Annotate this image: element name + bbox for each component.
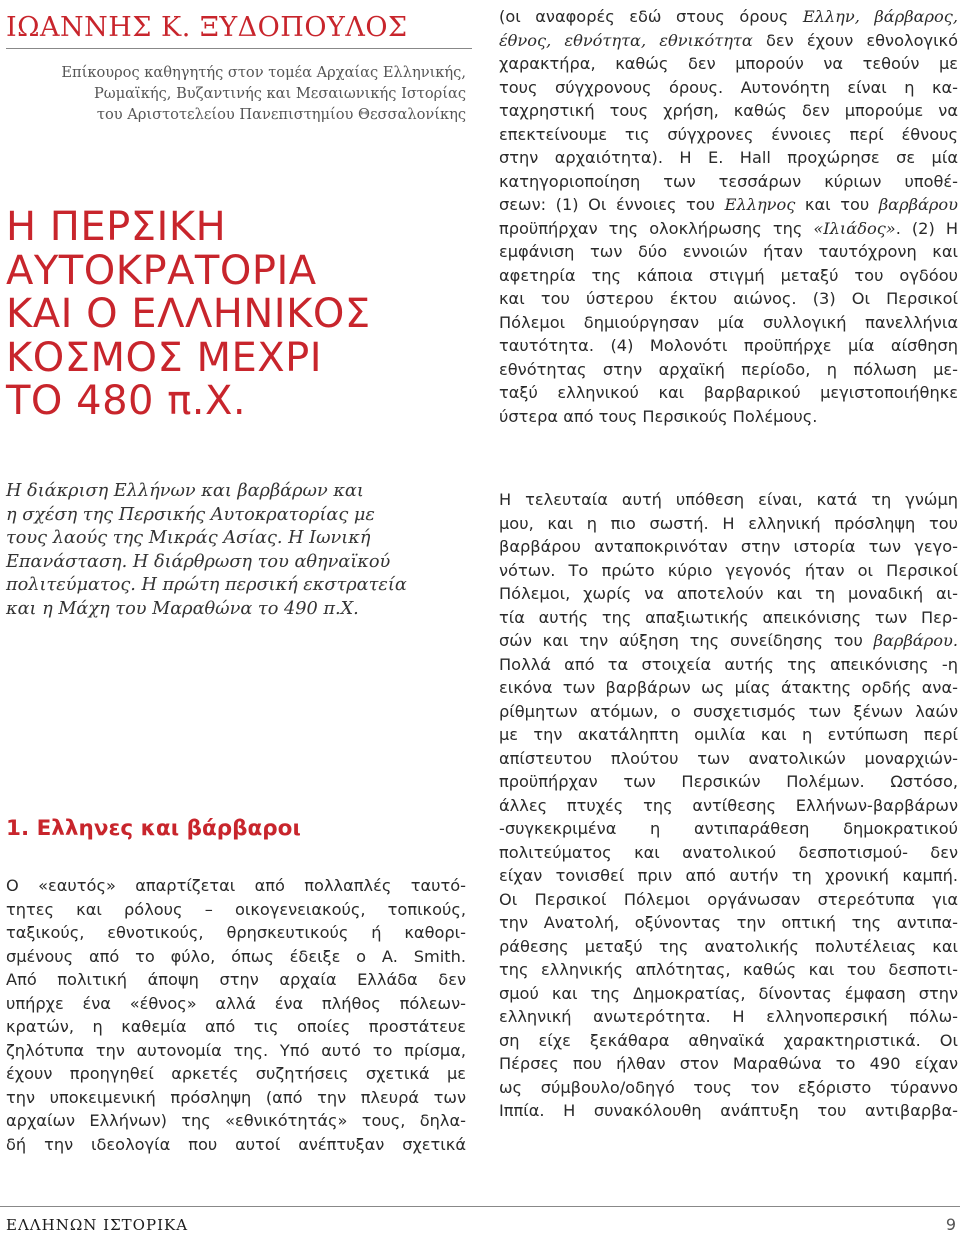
text-line: με την ακατάληπτη ομιλία και η εντύπωση περί [499,725,958,744]
text-line: Πολλά από τα στοιχεία αυτής της απεικόνισης -η [499,654,958,674]
text-line: βαρβάρου ανταποκρινόταν στην ιστορία των γεγο- [499,537,958,556]
page-number: 9 [945,1215,956,1234]
text-line: νότων. Το πρώτο κύριο γεγονός ήταν οι Περσικοί [499,560,958,580]
text-line: κατηγοριοποίηση των τεσσάρων κύριων υποθέ- [499,171,958,191]
text-line: ταυτότητα. (4) Μολονότι προϋπήρχε μία αίσθηση [499,336,958,355]
text-line: Ο «εαυτός» απαρτίζεται από πολλαπλές ταυτό- [6,876,466,895]
text-line: της ελληνικής απλότητας, καθώς και του δεσποτι- [499,960,958,979]
text-line: σμένους από το φύλο, όπως έδειξε ο A. Smith. [6,946,466,966]
article-title [6,206,371,424]
subtitle-line: πολιτεύματος. Η πρώτη περσική εκστρατεία [6,575,407,596]
subtitle-line: Επανάσταση. Η διάρθρωση του αθηναϊκού [6,551,391,572]
text-line: απίστευτου πλούτου των ανατολικών μοναρχιών- [499,748,958,768]
text-line: αρχαίων Ελλήνων) της «εθνικότητάς» τους, δηλα- [6,1111,466,1130]
footer-divider [0,1206,960,1207]
text-line: Από πολιτική άποψη στην αρχαία Ελλάδα δεν [6,970,466,989]
text-line: την υποκειμενική πρόσληψη (από την πλευρά των [6,1087,466,1107]
right-paragraph-1 [499,5,958,428]
text-line: κρατών, η καθεμία από τις οποίες προστάτευε [6,1017,466,1036]
subtitle-line: Η διάκριση Ελλήνων και βαρβάρων και [6,481,364,501]
text-line: Πόλεμοι δημιούργησαν μία συλλογική πανελλήνια [499,312,958,332]
left-body-text [6,874,466,1156]
text-line: δή την ιδεολογία που αυτοί ανέπτυξαν σχετικά [6,1134,466,1154]
section-heading: 1. Ελληνες και βάρβαροι [6,816,301,841]
text-line: τία αυτής της απαξιωτικής απεικόνισης των Περ- [499,607,958,627]
text-line: αφετηρία της κάποια στιγμή μεταξύ του ογδόου [499,265,958,285]
title-line: Η ΠΕΡΣΙΚΗ [6,204,227,250]
text-line: προϋπήρχαν των Περσικών Πολέμων. Ωστόσο, [499,772,958,791]
text-line: μου, και η πιο σωστή. Η ελληνική πρόσληψη του [499,513,958,533]
text-line: ζηλότυπα την αυτονομία της. Υπό αυτό το πρίσμα, [6,1040,466,1060]
text-line: τους σύγχρονους όρους. Αυτονόητη είναι η κα- [499,77,958,97]
text-line: εμφάνιση των δύο εννοιών ήταν ταυτόχρονη και [499,242,958,261]
text-line: (οι αναφορές εδώ στους όρους Ελλην, βάρβαρος, [499,7,958,26]
text-line: άλλες πτυχές της αντίθεσης Ελλήνων-βαρβάρων [499,795,958,815]
text-line: ως σύμβουλο/οδηγό τους τον εξόριστο τύραννο [499,1077,958,1097]
affiliation-line: Ρωμαϊκής, Βυζαντινής και Μεσαιωνικής Ιστορίας [93,85,466,102]
article-subtitle [6,480,466,622]
title-line: ΤΟ 480 π.Χ. [6,378,247,424]
title-line: ΚΟΣΜΟΣ ΜΕΧΡΙ [6,334,323,381]
text-line: χαρακτήρα, καθώς δεν μπορούν να τεθούν με [499,54,958,73]
title-line: ΚΑΙ Ο ΕΛΛΗΝΙΚΟΣ [6,291,371,337]
text-line: ελληνική ανωτερότητα. Η ελληνοπερσική πόλω- [499,1007,958,1026]
text-line: και του ύστερου έκτου αιώνος. (3) Οι Περσικοί [499,289,958,308]
text-line: την Ανατολή, οξύνοντας την οπτική της αντιπα- [499,913,958,932]
right-paragraph-2 [499,488,958,1123]
text-line: Ιππία. Η συνακόλουθη ανάπτυξη του αντιβαρβα- [499,1101,958,1120]
author-affiliation [6,62,466,125]
text-line: ταχρηστική τους χρήση, καθώς δεν μπορούμε να [499,101,958,120]
text-line: προϋπήρχαν της ολοκλήρωσης της «Ιλιάδος». (2) Η [499,218,958,238]
text-line: εικόνα των βαρβάρων ως μίας άτακτης ορδής ανα- [499,678,958,697]
text-line: ταξύ ελληνικού και βαρβαρικού μεγιστοποιήθηκε [499,383,958,402]
text-line: επεκτείνουμε τις σύγχρονες έννοιες περί έθνους [499,124,958,144]
text-line: Πόλεμοι, χωρίς να αποτελούν και τη μοναδική αι- [499,584,958,603]
text-line: ση είχε ξεκάθαρα αθηναϊκά χαρακτηριστικά. Οι [499,1030,958,1050]
publication-name: ΕΛΛΗΝΩΝ ΙΣΤΟΡΙΚΑ [6,1216,189,1234]
subtitle-line: τους λαούς της Μικράς Ασίας. Η Ιωνική [6,528,371,549]
text-line: σών και την αύξηση της συνείδησης του βαρβάρου. [499,631,958,650]
text-line: έθνος, εθνότητα, εθνικότητα δεν έχουν εθνολογικό [499,30,958,50]
text-line: ταξικούς, εθνοτικούς, θρησκευτικούς ή καθορι- [6,923,466,942]
text-line: έχουν προηγηθεί αρκετές συζητήσεις σχετικά με [6,1064,466,1083]
text-line: ρίθμητων ατόμων, ο συσχετισμός των ξένων λαών [499,701,958,721]
text-line: εθνότητας στην αρχαϊκή περίοδο, η πόλωση με- [499,359,958,379]
text-line: σμού και της Δημοκρατίας, δίνοντας έμφαση στην [499,983,958,1003]
text-line: τητες και ρόλους – οικογενειακούς, τοπικούς, [6,899,466,919]
text-line: ύστερα από τους Περσικούς Πολέμους. [499,406,818,426]
text-line: -συγκεκριμένα η αντιπαράθεση δημοκρατικού [499,819,958,838]
subtitle-line: η σχέση της Περσικής Αυτοκρατορίας με [6,504,375,525]
text-line: σεων: (1) Οι έννοιες του Ελληνος και του βαρβάρου [499,195,959,214]
title-line: ΑΥΤΟΚΡΑΤΟΡΙΑ [6,247,317,294]
author-name: ΙΩΑΝΝΗΣ Κ. ΞΥΔΟΠΟΥΛΟΣ [6,12,472,49]
affiliation-line: του Αριστοτελείου Πανεπιστημίου Θεσσαλονίκης [96,106,466,123]
text-line: Πέρσες που ήλθαν στον Μαραθώνα το 490 είχαν [499,1054,958,1073]
text-line: Οι Περσικοί Πόλεμοι οργάνωσαν στερεότυπα για [499,889,958,909]
text-line: είχαν τονισθεί πριν από αυτήν τη χρονική καμπή. [499,866,958,885]
text-line: στην αρχαιότητα). Η E. Hall προχώρησε σε μία [499,148,958,167]
text-line: υπήρχε ένα «έθνος» αλλά ένα πλήθος πόλεων- [6,993,466,1013]
text-line: πολιτεύματος και ανατολικού δεσποτισμού- δεν [499,842,958,862]
text-line: Η τελευταία αυτή υπόθεση είναι, κατά τη γνώμη [499,490,958,509]
affiliation-line: Επίκουρος καθηγητής στον τομέα Αρχαίας Ελληνικής, [61,64,466,81]
text-line: ράθεσης μεταξύ της ανατολικής πολυτέλειας και [499,936,958,956]
subtitle-line: και η Μάχη του Μαραθώνα το 490 π.Χ. [6,598,359,619]
